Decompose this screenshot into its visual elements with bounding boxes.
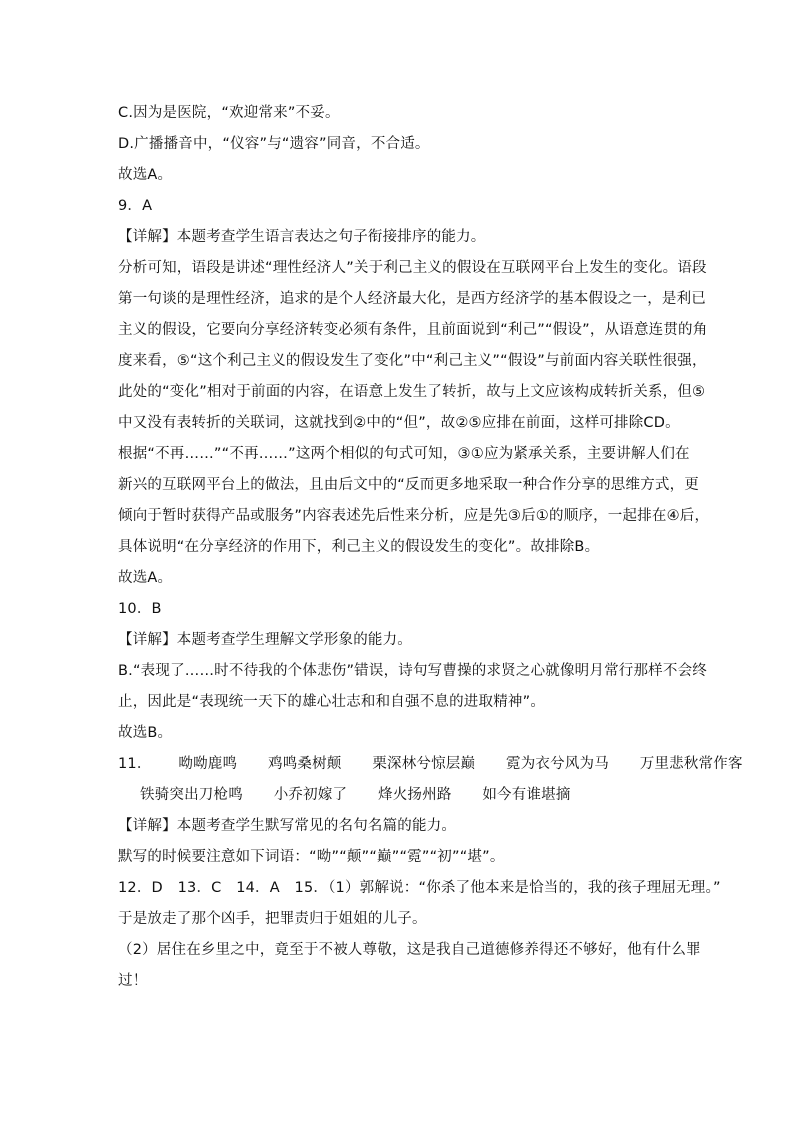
verse-answers-row-2 <box>140 785 571 805</box>
text-line: 倾向于暂时获得产品或服务”内容表述先后性来分析，应是先③后①的顺序，一起排在④后， <box>118 508 710 524</box>
text-line: 过！ <box>118 973 148 989</box>
verse-answer: 霓为衣兮风为马 <box>506 756 609 772</box>
text-line: D.广播播音中，“仪容”与“遗容”同音，不合适。 <box>118 136 430 152</box>
verse-answer: 铁骑突出刀枪鸣 <box>140 787 243 803</box>
verse-answer: 烽火扬州路 <box>378 787 452 803</box>
explanation-heading: 【详解】本题考查学生语言表达之句子衔接排序的能力。 <box>118 229 486 245</box>
text-line: 主义的假设，它要向分享经济转变必须有条件，且前面说到“利己”“假设”，从语意连贯的角 <box>118 322 708 338</box>
question-number: 10．B <box>118 601 162 617</box>
text-line: 止，因此是“表现统一天下的雄心壮志和和自强不息的进取精神”。 <box>118 694 546 710</box>
question-number: 11． <box>118 756 152 772</box>
text-line: 故选A。 <box>118 167 173 183</box>
answer-line: 12．D 13．C 14．A 15．（1）郭解说：“你杀了他本来是恰当的，我的孩子理屈无理。” <box>118 880 721 896</box>
text-line: 故选A。 <box>118 570 173 586</box>
text-line: 默写的时候要注意如下词语：“呦”“颠”“巅”“霓”“初”“堪”。 <box>118 849 505 865</box>
text-line: 度来看，⑤“这个利己主义的假设发生了变化”中“利己主义”“假设”与前面内容关联性很强， <box>118 353 707 369</box>
explanation-heading: 【详解】本题考查学生理解文学形象的能力。 <box>118 632 412 648</box>
verse-answer: 如今有谁堪摘 <box>482 787 571 803</box>
verse-answers-row-1 <box>118 754 743 774</box>
verse-answer: 万里悲秋常作客 <box>639 756 743 772</box>
text-line: 第一句谈的是理性经济，追求的是个人经济最大化，是西方经济学的基本假设之一，是利已 <box>118 291 706 307</box>
text-line: 此处的“变化”相对于前面的内容，在语意上发生了转折，故与上文应该构成转折关系，但⑤ <box>118 384 706 400</box>
text-line: （2）居住在乡里之中，竟至于不被人尊敬，这是我自己道德修养得还不够好，他有什么罪 <box>118 942 701 958</box>
text-line: 具体说明“在分享经济的作用下，利己主义的假设发生的变化”。故排除B。 <box>118 539 600 555</box>
question-number: 9．A <box>118 198 153 214</box>
text-line: 新兴的互联网平台上的做法，且由后文中的“反而更多地采取一种合作分享的思维方式，更 <box>118 477 700 493</box>
verse-answer: 呦呦鹿鸣 <box>178 756 238 772</box>
text-line: 根据“不再……”“不再……”这两个相似的句式可知，③①应为紧承关系，主要讲解人们在 <box>118 446 690 462</box>
verse-answer: 小乔初嫁了 <box>273 787 348 803</box>
verse-answer: 栗深林兮惊层巅 <box>372 756 476 772</box>
explanation-heading: 【详解】本题考查学生默写常见的名句名篇的能力。 <box>118 818 457 834</box>
text-line: 于是放走了那个凶手，把罪责归于姐姐的儿子。 <box>118 911 427 927</box>
text-line: C.因为是医院，“欢迎常来”不妥。 <box>118 105 340 121</box>
text-line: B.“表现了……时不待我的个体悲伤”错误，诗句写曹操的求贤之心就像明月常行那样不会终 <box>118 663 707 679</box>
text-line: 分析可知，语段是讲述“理性经济人”关于利己主义的假设在互联网平台上发生的变化。语段 <box>118 260 707 276</box>
text-line: 中又没有表转折的关联词，这就找到②中的“但”，故②⑤应排在前面，这样可排除CD。 <box>118 415 680 431</box>
verse-answer: 鸡鸣桑树颠 <box>268 756 342 772</box>
text-line: 故选B。 <box>118 725 173 741</box>
